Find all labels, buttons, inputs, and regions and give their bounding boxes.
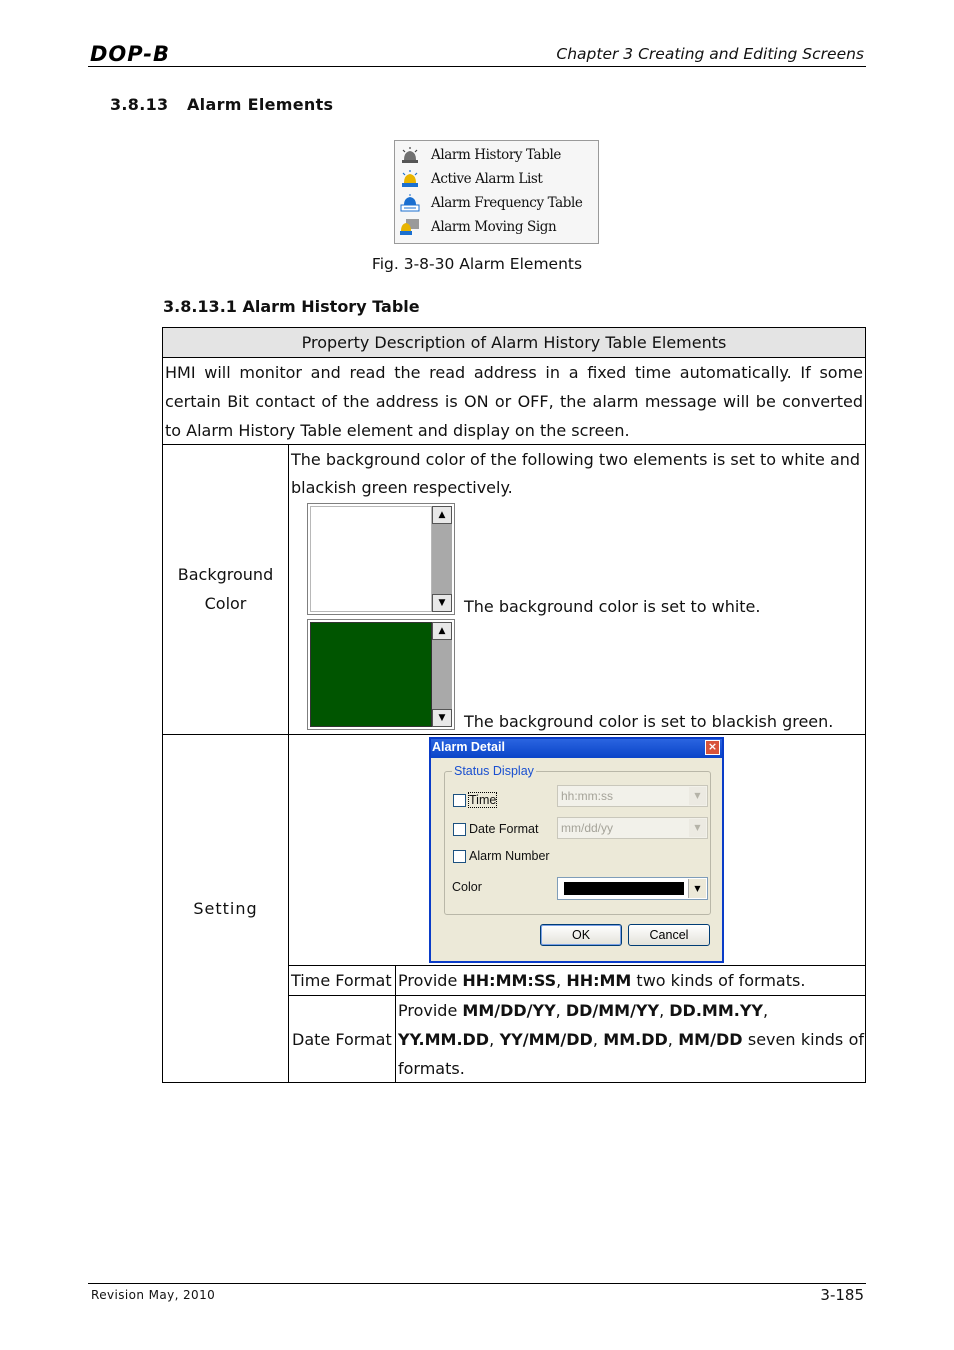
table-header: Property Description of Alarm History Table Elements	[163, 328, 865, 357]
chapter-title: Chapter 3 Creating and Editing Screens	[556, 45, 864, 63]
date-format-description: Provide MM/DD/YY, DD/MM/YY, DD.MM.YY, YY.MM.DD, YY/MM/DD, MM.DD, MM/DD seven kinds of formats.	[398, 1001, 865, 1078]
date-format-select[interactable]	[557, 817, 708, 839]
select-value: mm/dd/yy	[561, 821, 614, 835]
format-value: DD.MM.YY	[669, 1001, 763, 1020]
footer-divider	[88, 1283, 866, 1284]
alarm-detail-dialog	[429, 737, 724, 963]
table-rule	[162, 734, 866, 735]
text: seven kinds of formats.	[398, 1030, 865, 1078]
menu-item-alarm-moving-sign[interactable]	[395, 215, 598, 239]
scroll-up-icon[interactable]: ▲	[432, 506, 452, 524]
time-format-description	[398, 966, 805, 995]
green-background-sample	[307, 619, 455, 730]
select-value: hh:mm:ss	[561, 789, 614, 803]
menu-item-label: Alarm Moving Sign	[431, 219, 557, 235]
date-format-label: Date Format	[469, 822, 539, 836]
white-background-sample	[307, 503, 455, 615]
page-number: 3-185	[820, 1286, 864, 1304]
chevron-down-icon[interactable]: ▼	[689, 819, 706, 837]
alarm-frequency-icon	[400, 194, 420, 212]
section-title: Alarm Elements	[187, 95, 334, 114]
active-alarm-icon	[400, 170, 420, 188]
menu-item-label: Alarm History Table	[431, 147, 561, 163]
text: Provide	[398, 971, 463, 990]
time-format-label: Time Format	[291, 971, 392, 990]
ok-button[interactable]: OK	[540, 924, 622, 946]
scroll-down-icon[interactable]: ▼	[432, 594, 452, 612]
dialog-title: Alarm Detail	[432, 740, 505, 754]
time-label: Time	[469, 793, 497, 807]
text: Provide	[398, 1001, 463, 1020]
menu-item-alarm-history-table[interactable]	[395, 143, 598, 167]
figure-caption: Fig. 3-8-30 Alarm Elements	[371, 255, 583, 273]
background-color-label	[163, 560, 288, 618]
format-value: HH:MM	[566, 971, 632, 990]
alarm-number-checkbox[interactable]	[453, 850, 466, 863]
table-border-right	[865, 327, 866, 1083]
table-column-rule	[395, 965, 396, 1083]
sample-display-area	[310, 622, 432, 727]
format-value: YY/MM/DD	[499, 1030, 593, 1049]
sample-display-area	[310, 506, 432, 612]
format-value: MM/DD/YY	[462, 1001, 556, 1020]
format-value: HH:MM:SS	[462, 971, 557, 990]
chevron-down-icon[interactable]: ▼	[688, 879, 706, 898]
label-line: Color	[204, 594, 247, 613]
chevron-down-icon[interactable]: ▼	[689, 787, 706, 805]
alarm-history-icon	[400, 146, 420, 164]
format-value: MM/DD	[678, 1030, 743, 1049]
time-checkbox[interactable]	[453, 794, 466, 807]
color-label: Color	[452, 880, 482, 894]
text: ,	[556, 971, 567, 990]
scrollbar[interactable]	[432, 506, 452, 612]
dialog-titlebar[interactable]	[431, 739, 722, 758]
text: two kinds of formats.	[631, 971, 806, 990]
format-value: YY.MM.DD	[398, 1030, 490, 1049]
subsection-title: 3.8.13.1 Alarm History Table	[163, 297, 420, 316]
menu-item-label: Alarm Frequency Table	[431, 195, 583, 211]
format-value: MM.DD	[603, 1030, 668, 1049]
scroll-down-icon[interactable]: ▼	[432, 709, 452, 727]
background-description: The background color of the following two elements is set to white and blackish green respectively.	[291, 450, 861, 497]
close-icon[interactable]: ×	[705, 740, 720, 755]
menu-item-alarm-frequency-table[interactable]	[395, 191, 598, 215]
color-picker[interactable]	[557, 877, 708, 900]
date-format-checkbox[interactable]	[453, 823, 466, 836]
alarm-number-label: Alarm Number	[469, 849, 550, 863]
alarm-elements-menu	[394, 140, 599, 244]
cancel-button[interactable]: Cancel	[628, 924, 710, 946]
table-column-rule	[288, 444, 289, 1083]
alarm-moving-sign-icon	[400, 218, 420, 236]
time-format-select[interactable]	[557, 785, 708, 807]
date-format-label: Date Format	[292, 1030, 392, 1049]
header-divider	[88, 66, 866, 67]
format-value: DD/MM/YY	[565, 1001, 660, 1020]
green-note: The background color is set to blackish green.	[464, 712, 834, 731]
menu-item-active-alarm-list[interactable]	[395, 167, 598, 191]
section-number: 3.8.13	[110, 95, 169, 114]
table-intro: HMI will monitor and read the read address in a fixed time automatically. If some certain Bit contact of the address is ON or OFF, the alarm message will be converted to Alarm History Table element and display on the screen.	[165, 363, 863, 440]
group-legend: Status Display	[454, 764, 534, 778]
label-line: Background	[177, 565, 274, 584]
menu-item-label: Active Alarm List	[431, 171, 543, 187]
setting-label: Setting	[193, 899, 258, 918]
scroll-up-icon[interactable]: ▲	[432, 622, 452, 640]
white-note: The background color is set to white.	[464, 597, 761, 616]
scrollbar[interactable]	[432, 622, 452, 727]
table-border-left	[162, 327, 163, 1083]
revision-date: Revision May, 2010	[91, 1288, 216, 1302]
logo: DOP-B	[90, 42, 171, 66]
color-swatch	[564, 882, 684, 895]
